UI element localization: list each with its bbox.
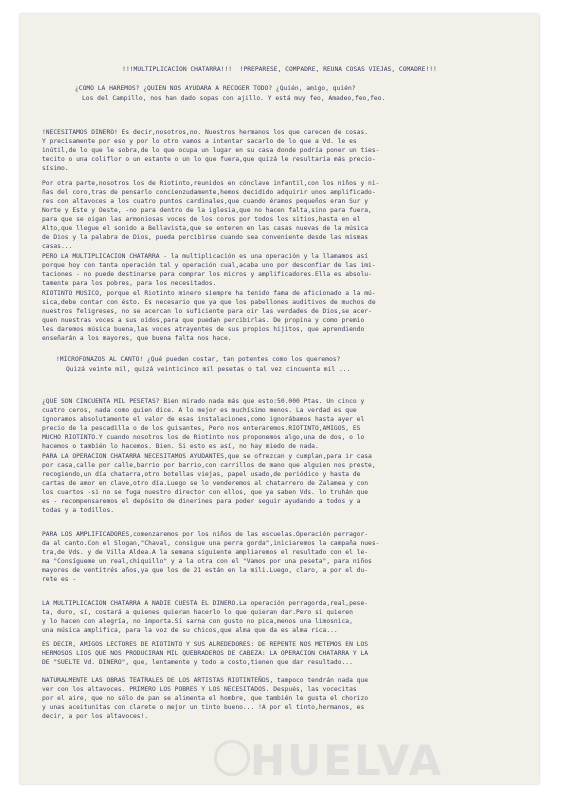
text-line: una música amplifica, para la voz de su chicos,que alma que da es alma rica... [42, 627, 338, 634]
text-line: mayores de ventitrés años,ya que los de 21 están en la mili.Luego, claro, a por el du- [42, 567, 369, 574]
text-line: es - recompensaremos el depósito de dinerines para poder seguir ayudando a todos y a [42, 498, 361, 505]
text-line: enseñarán a los mayores, que buena falta nos hace. [42, 335, 232, 342]
text-line: LA MULTIPLICACION CHATARRA A NADIE CUESTA EL DINERO.La operación perragorda,real,pese- [42, 600, 369, 607]
text-line: ¿COMO LA HAREMOS? ¿QUIEN NOS AYUDARA A RECOGER TODO? ¿Quién, amigo, quién? [75, 85, 356, 92]
text-line: nuestros feligreses, no se acercan lo suficiente para oir las verdades de Dios,se acer- [42, 308, 372, 315]
text-line: PARA LOS AMPLIFICADORES,comenzaremos por los niños de las escuelas.Operación perragor- [42, 531, 369, 538]
text-line: Los del Campillo, nos han dado sopas con ajillo. Y está muy feo, Amadeo,feo,feo. [82, 95, 386, 102]
text-line: Por otra parte,nosotros los de Riotinto,reunidos en cónclave infantil,con los niños y ni- [42, 180, 380, 187]
document-body [20, 14, 539, 784]
text-line: precio de la pescadilla o de los guisantes, Pero nos enteraremos.RIOTINTO,AMIGOS, ES [42, 425, 361, 432]
text-line: sísimo. [42, 165, 69, 172]
text-line: taciones - no puede destinarse para comprar los micros y amplificadores.Ella es absolu- [42, 271, 372, 278]
text-line: y unas aceitunitas con clarete o mejor un tinto bueno... !A por el tinto,hermanos, es [42, 704, 365, 711]
text-line: por casa,calle por calle,barrio por barrio,con carrillos de mano que alguien nos preste, [42, 462, 376, 469]
text-line: sica,debe contar con ésto. Es necesario que ya que los pabellones auditivos de muchos de [42, 299, 376, 306]
text-line: los cuartos -si no se fuga nuestro director con ellos, que ya saben Vds. lo truhán que [42, 489, 369, 496]
text-line: ¿QUE SON CINCUENTA MIL PESETAS? Bien mirado nada más que esto:50.000 Ptas. Un cinco y [42, 398, 365, 405]
text-line: para que se oigan las armoniosas voces de los coros por todos los sitios,hasta en el [42, 216, 361, 223]
text-line: res con altavoces a los cuatro puntos cardinales,que cuando éramos pequeños eran Sur y [42, 198, 369, 205]
text-line: DE "SUELTE Vd. DINERO", que, lentamente y todo a costo,tienen que dar resultado... [42, 659, 353, 666]
text-line: tra,de Vds. y de Villa Aldea.A la semana siguiente ampliaremos el resultado con el le- [42, 549, 369, 556]
text-line: inútil,de lo que le sobra,de lo que ocupa un lugar en su casa donde podría poner un ties- [42, 147, 380, 154]
text-line: por el aire, que no sólo de pan se alimenta el hombre, que también le gusta el chorizo [42, 695, 369, 702]
document-page [20, 14, 539, 784]
text-line: decir, a por los altavoces!. [42, 713, 149, 720]
text-line: ignoramos absolutamente el valor de esas instalaciones,como ignorábamos hasta ayer el [42, 416, 365, 423]
text-line: y lo hacen con alegría, no importa.Si sarna con gusto no pica,menos una limosnica, [42, 618, 353, 625]
watermark: HUELVA [250, 736, 444, 784]
text-line: porque hoy con tanta operación tal y operación cual,acaba uno por desconfiar de las imi- [42, 262, 376, 269]
text-line: les daremos música buena,las voces atrayentes de sus propios hijitos, que aprendiendo [42, 326, 365, 333]
text-line: da al canto.Con el Slogan,"Chaval, consigue una perra gorda",iniciaremos la campaña nues- [42, 540, 380, 547]
text-line: PARA LA OPERACION CHATARRA NECESITAMOS AYUDANTES,que se ofrezcan y cumplan,para ir casa [42, 453, 372, 460]
text-line: de Dios y la palabra de Dios, pueda percibirse cuando sea conveniente desde las mismas [42, 234, 369, 241]
text-line: ES DECIR, AMIGOS LECTORES DE RIOTINTO Y SUS ALREDEDORES: DE REPENTE NOS METEMOS EN LOS [42, 641, 369, 648]
text-line: tamente para los pobres, para los necesitados. [42, 280, 217, 287]
text-line: ver con los altavoces. PRIMERO LOS POBRES Y LOS NECESITADOS. Después, las vocecitas [42, 686, 357, 693]
text-line: cuatro ceros, nada como quien dice. A lo mejor es muchísimo menos. La verdad es que [42, 407, 357, 414]
text-line: !NECESITAMOS DINERO! Es decir,nosotros,no. Nuestros hermanos los que carecen de cosas. [42, 129, 369, 136]
text-line: tecito o una coliflor o un estante o un lo que fuera,que quizá le resultaría más precio- [42, 156, 376, 163]
text-line: !MICROFONAZOS AL CANTO! ¿Qué pueden costar, tan potentes como los queremos? [56, 356, 341, 363]
text-line: MUCHO RIOTINTO.Y cuando nosotros los de Riotinto nos proponemos algo,una de dos, o lo [42, 434, 365, 441]
text-line: ma "Consígueme un real,chiquillo" y a la otra con el "Vamos por una peseta", para niños [42, 558, 372, 565]
text-line: cartas de amor en clave,otro día.Luego se lo venderemos al chatarrero de Zalamea y con [42, 480, 369, 487]
text-line: quen nuestras voces a sus oídos,para que puedan percibirlas. De propina y como premio [42, 317, 365, 324]
text-line: RIOTINTO MUSICO, porque el Riotinto minero siempre ha tenido fama de aficionado a la mú- [42, 290, 376, 297]
text-line: casas... [42, 243, 73, 250]
text-line: recogiendo,un día chatarra,otro botellas viejas, papel usado,de periódico y hasta de [42, 471, 361, 478]
text-line: rete es - [42, 576, 77, 583]
text-line: hacemos o también lo hacemos. Bien. Si esto es así, no hay miedo de nada. [42, 443, 319, 450]
text-line: NATURALMENTE LAS OBRAS TEATRALES DE LOS ARTISTAS RIOTINTEÑOS, tampoco tendrán nada que [42, 677, 369, 684]
text-line: PERO LA MULTIPLICACION CHATARRA - la multiplicación es una operación y la llamamos así [42, 253, 369, 260]
text-line: Alto,que llegue el sonido a Bellavista,que se enteren en las casas nuevas de la música [42, 225, 369, 232]
document-title: !!!MULTIPLICACION CHATARRA!!! !PREPARESE, COMPADRE, REUNA COSAS VIEJAS, COMADRE!!! [122, 66, 437, 73]
text-line: todas y a todillos. [42, 507, 115, 514]
text-line: ñas del coro,tras de pensarlo concienzudamente,hemos decidido adquirir unos amplificado- [42, 189, 376, 196]
text-line: Quizá veinte mil, quizá veinticinco mil pesetas o tal vez cincuenta mil ... [66, 366, 351, 373]
text-line: Y precisamente por eso y por lo otro vamos a intentar sacarlo de lo que a Vd. le es [42, 138, 357, 145]
text-line: ta, duro, sí, costará a quienes quieran hacerlo lo que quieran dar.Pero si quieren [42, 609, 353, 616]
text-line: HERMOSOS LIOS QUE NOS PRODUCIRAN MIL QUEBRADEROS DE CABEZA: LA OPERACION CHATARRA Y LA [42, 650, 369, 657]
text-line: Norte y Este y Oeste, -no para dentro de la iglesia,que no hacen falta,sino para fuera, [42, 207, 372, 214]
